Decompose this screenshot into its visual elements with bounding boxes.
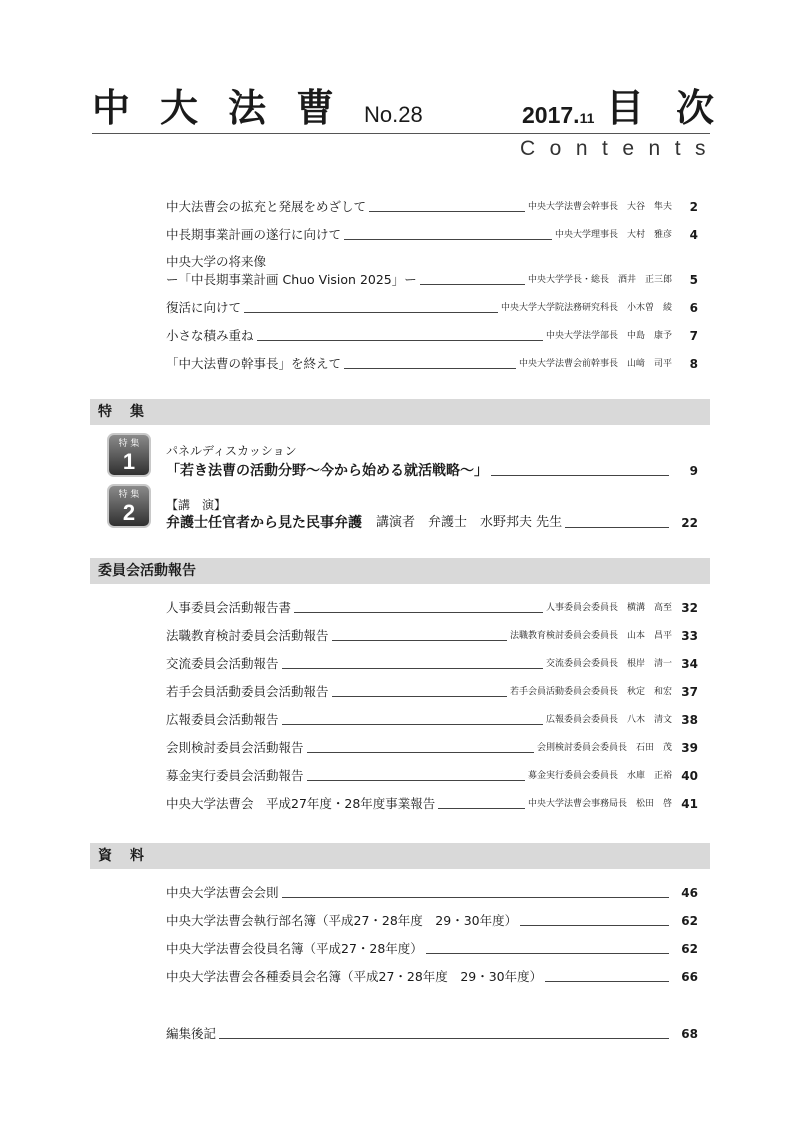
dot-leader [438,808,525,809]
entry-author: 交流委員会委員長 根岸 清一 [545,659,672,669]
entry-author: 広報委員会委員長 八木 清文 [545,715,672,725]
toc-entry-feature[interactable] [166,512,698,534]
entry-page: 62 [681,942,698,956]
toc-entry[interactable] [166,298,698,318]
entry-title: 広報委員会活動報告 [166,712,279,727]
toc-entry[interactable] [166,354,698,374]
toc-entry[interactable] [166,710,698,730]
dot-leader [344,239,552,240]
toc-entry[interactable] [166,738,698,758]
entry-page: 34 [681,657,698,671]
toc-entry[interactable] [166,883,698,903]
dot-leader [282,668,543,669]
toc-entry[interactable] [166,654,698,674]
toc-entry[interactable] [166,794,698,814]
entry-title: 編集後記 [166,1026,217,1041]
feature-badge [107,433,151,477]
toc-entry[interactable] [166,197,698,217]
entry-page: 7 [689,329,698,343]
entry-author: 中央大学学長・総長 酒井 正三郎 [527,275,672,285]
dot-leader [282,724,543,725]
toc-entry[interactable] [166,939,698,959]
entry-page: 68 [681,1027,698,1041]
dot-leader [244,312,498,313]
entry-title: 中央大学法曹会会則 [166,885,279,900]
entry-title: 交流委員会活動報告 [166,656,279,671]
dot-leader [520,925,669,926]
entry-page: 33 [681,629,698,643]
toc-entry[interactable] [166,682,698,702]
dot-leader [332,696,507,697]
dot-leader [282,897,669,898]
entry-author: 人事委員会委員長 横溝 高至 [545,603,672,613]
dot-leader [307,780,525,781]
entry-page: 2 [689,200,698,214]
badge-number: 1 [122,449,136,474]
toc-entry[interactable] [166,967,698,987]
dot-leader [307,752,534,753]
toc-entry[interactable] [166,270,698,290]
dot-leader [420,284,525,285]
dot-leader [219,1038,669,1039]
entry-page: 37 [681,685,698,699]
dot-leader [565,527,669,528]
entry-speaker: 講演者 弁護士 水野邦夫 先生 [376,515,563,530]
entry-title: 中央大学法曹会執行部名簿（平成27・28年度 29・30年度） [166,913,518,928]
dot-leader [257,340,543,341]
toc-entry[interactable] [166,766,698,786]
entry-title: 募金実行委員会活動報告 [166,768,304,783]
badge-label: 特 集 [118,490,140,500]
entry-page: 32 [681,601,698,615]
entry-title: 中央大学法曹会 平成27年度・28年度事業報告 [166,796,436,811]
toc-entry-postscript[interactable] [166,1024,698,1044]
journal-title: 中大法曹 [92,86,365,130]
issue-number: No.28 [364,102,423,127]
entry-author: 募金実行委員会委員長 水庫 正裕 [527,771,672,781]
entry-title: 「中大法曹の幹事長」を終えて [166,356,342,371]
entry-page: 9 [689,464,698,478]
badge-number: 2 [122,500,136,525]
entry-title: 中央大学法曹会各種委員会名簿（平成27・28年度 29・30年度） [166,969,543,984]
entry-page: 40 [681,769,698,783]
issue-month: 11 [579,110,595,126]
entry-author: 中央大学法学部長 中島 康予 [545,331,672,341]
entry-author: 中央大学法曹会事務局長 松田 啓 [527,799,672,809]
dot-leader [491,475,669,476]
entry-page: 22 [681,516,698,530]
toc-entry[interactable] [166,225,698,245]
entry-page: 39 [681,741,698,755]
entry-title: 復活に向けて [166,300,242,315]
toc-title: 目次 [606,86,747,130]
entry-page: 41 [681,797,698,811]
section-header-feature [90,399,710,425]
entry-author: 若手会員活動委員会委員長 秋定 和宏 [509,687,672,697]
dot-leader [344,368,516,369]
section-title: 特集 [98,404,162,420]
dot-leader [369,211,525,212]
entry-author: 会則検討委員会委員長 石田 茂 [536,743,672,753]
dot-leader [294,612,543,613]
entry-author: 法職教育検討委員会委員長 山本 昌平 [509,631,672,641]
feature-kicker: 【講 演】 [166,498,227,512]
entry-title: 若手会員活動委員会活動報告 [166,684,329,699]
issue-date [522,101,594,132]
entry-title: 中央大学法曹会役員名簿（平成27・28年度） [166,941,423,956]
entry-title: ー「中長期事業計画 Chuo Vision 2025」ー [166,272,417,287]
entry-page: 5 [689,273,698,287]
masthead [92,82,747,134]
toc-entry[interactable] [166,626,698,646]
header-rule [92,133,710,134]
feature-badge [107,484,151,528]
issue-year: 2017. [522,102,580,128]
entry-title: 「若き法曹の活動分野～今から始める就活戦略～」 [166,463,488,479]
entry-title: 会則検討委員会活動報告 [166,740,304,755]
entry-title: 弁護士任官者から見た民事弁護 [166,515,362,531]
badge-label: 特 集 [118,439,140,449]
feature-kicker: パネルディスカッション [166,444,297,458]
entry-title: 小さな積み重ね [166,328,254,343]
entry-title: 人事委員会活動報告書 [166,600,292,615]
section-header-materials [90,843,710,869]
entry-author: 中央大学理事長 大村 雅彦 [554,230,672,240]
entry-author: 中央大学大学院法務研究科長 小木曽 綾 [500,303,672,313]
entry-author: 中央大学法曹会幹事長 大谷 隼夫 [527,202,672,212]
entry-page: 66 [681,970,698,984]
entry-author: 中央大学法曹会前幹事長 山﨑 司平 [518,359,672,369]
dot-leader [426,953,669,954]
entry-title: 中長期事業計画の遂行に向けて [166,227,342,242]
entry-title: 中大法曹会の拡充と発展をめざして [166,199,367,214]
entry-page: 62 [681,914,698,928]
contents-subtitle: Contents [520,137,721,160]
section-header-committee [90,558,710,584]
entry-title-line1: 中央大学の将来像 [166,254,267,269]
entry-page: 6 [689,301,698,315]
entry-page: 38 [681,713,698,727]
entry-page: 4 [689,228,698,242]
toc-entry[interactable] [166,326,698,346]
toc-entry[interactable] [166,598,698,618]
entry-page: 8 [689,357,698,371]
section-title: 委員会活動報告 [98,563,196,579]
toc-entry[interactable] [166,911,698,931]
toc-entry-feature[interactable] [166,460,698,482]
entry-page: 46 [681,886,698,900]
dot-leader [545,981,669,982]
entry-title: 法職教育検討委員会活動報告 [166,628,329,643]
section-title: 資料 [98,848,162,864]
dot-leader [332,640,507,641]
